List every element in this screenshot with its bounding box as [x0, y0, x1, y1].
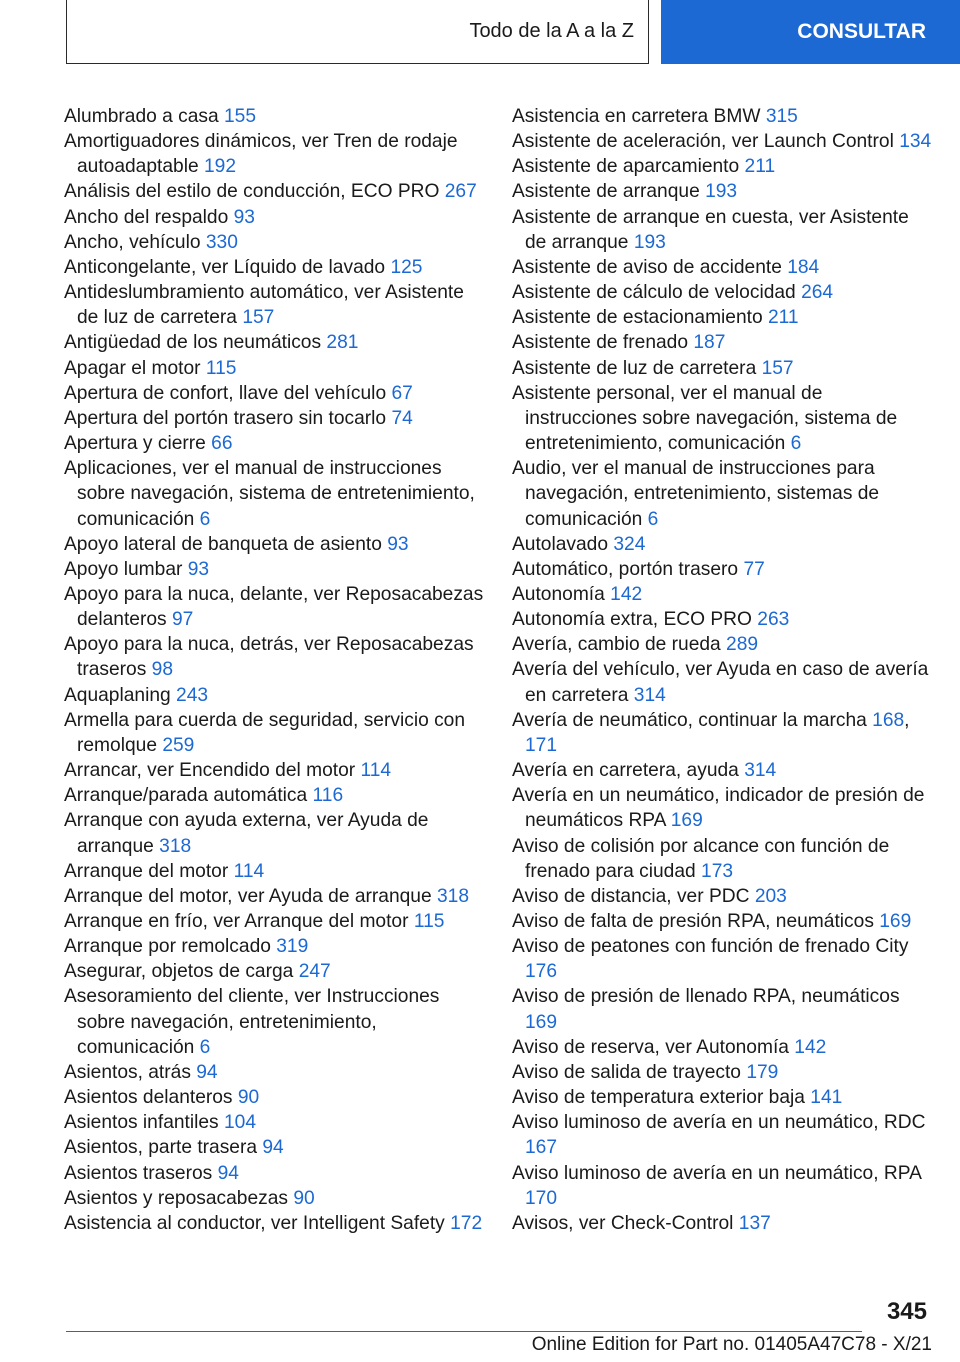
index-entry-text: Anticongelante, ver Líquido de lavado: [64, 256, 386, 278]
page-link[interactable]: 314: [744, 760, 777, 782]
index-entry-text: Aviso de peatones con función de frenado City: [512, 936, 909, 958]
index-entry: [64, 1135, 484, 1160]
index-entry-text: Apoyo para la nuca, delante, ver Reposacabezas delanteros: [64, 583, 484, 631]
page-link[interactable]: 167: [525, 1137, 558, 1159]
footer-edition: Online Edition for Part no. 01405A47C78 - X/21: [531, 1334, 932, 1355]
page-link[interactable]: 263: [757, 609, 790, 631]
index-entry-text: Apertura de confort, llave del vehículo: [64, 382, 387, 404]
page-link[interactable]: 179: [746, 1061, 779, 1083]
page-link[interactable]: 116: [312, 785, 344, 807]
page-link[interactable]: 176: [525, 961, 558, 983]
index-entry: [64, 783, 484, 808]
index-entry: [512, 1110, 932, 1160]
page-link[interactable]: 66: [211, 433, 233, 455]
page-link[interactable]: 141: [810, 1087, 843, 1109]
index-entry: [512, 1085, 932, 1110]
page-link[interactable]: 267: [444, 181, 477, 203]
page-link[interactable]: 6: [199, 508, 211, 530]
index-entry: [512, 1060, 932, 1085]
index-entry-text: Arrancar, ver Encendido del motor: [64, 760, 356, 782]
page-link[interactable]: 324: [613, 533, 646, 555]
index-entry: [64, 1211, 484, 1236]
page-link[interactable]: 330: [205, 231, 238, 253]
page-link[interactable]: 157: [761, 357, 794, 379]
index-entry: [512, 607, 932, 632]
index-entry-text: Antigüedad de los neumáticos: [64, 332, 322, 354]
index-column-left: [64, 104, 484, 1236]
page-link[interactable]: 259: [162, 734, 195, 756]
index-entry: [64, 406, 484, 431]
index-entry: [512, 1161, 932, 1211]
page-link[interactable]: 184: [787, 256, 820, 278]
page-link[interactable]: 6: [790, 433, 802, 455]
page-link[interactable]: 172: [450, 1212, 483, 1234]
index-entry-text: Asientos infantiles: [64, 1112, 219, 1134]
index-entry-text: Asistencia en carretera BMW: [512, 106, 761, 127]
page-link[interactable]: 192: [203, 156, 236, 178]
index-entry-text: Asistente de estacionamiento: [512, 307, 763, 329]
index-entry-text: Apoyo lateral de banqueta de asiento: [64, 533, 382, 555]
index-entry: [64, 582, 484, 632]
page-link[interactable]: 93: [387, 533, 409, 555]
page-link[interactable]: 314: [633, 684, 666, 706]
index-entry: [64, 909, 484, 934]
page-link[interactable]: 77: [743, 558, 765, 580]
index-entry: [64, 255, 484, 280]
index-entry-text: Asistente de luz de carretera: [512, 357, 757, 379]
index-entry-text: Avería en carretera, ayuda: [512, 760, 739, 782]
index-entry: [64, 934, 484, 959]
index-entry-text: Antideslumbramiento automático, ver Asistente de luz de carretera: [64, 282, 464, 329]
index-entry: [512, 632, 932, 657]
footer-divider: [66, 1331, 862, 1332]
page-link[interactable]: 168: [872, 709, 905, 731]
page-link[interactable]: 94: [196, 1061, 218, 1083]
page-link[interactable]: 93: [233, 206, 255, 228]
index-entry: [64, 1161, 484, 1186]
index-entry: [64, 381, 484, 406]
index-entry-text: Asistente de arranque en cuesta, ver Asistente de arranque: [512, 206, 909, 253]
page-link[interactable]: 125: [390, 256, 423, 278]
page-link[interactable]: 289: [726, 634, 759, 656]
index-entry: [64, 280, 484, 330]
index-entry: [64, 808, 484, 858]
index-entry: [64, 884, 484, 909]
index-entry: [512, 330, 932, 355]
page-link[interactable]: 193: [633, 231, 666, 253]
index-entry-text: Autonomía extra, ECO PRO: [512, 609, 752, 631]
page-link[interactable]: 203: [754, 885, 787, 907]
index-entry: [512, 255, 932, 280]
index-entry-text: Aplicaciones, ver el manual de instrucciones sobre navegación, sistema de entretenimiento, comunicación: [64, 458, 475, 530]
page-link[interactable]: 173: [701, 860, 734, 882]
index-entry: [512, 1211, 932, 1236]
page-link[interactable]: 6: [647, 508, 659, 530]
index-entry: [64, 104, 484, 129]
index-entry: [64, 129, 484, 179]
index-entry-text: Avería de neumático, continuar la marcha: [512, 709, 867, 731]
index-entry-text: Avería del vehículo, ver Ayuda en caso de avería en carretera: [512, 659, 929, 706]
index-entry: [512, 179, 932, 204]
index-entry: [64, 230, 484, 255]
index-entry: [512, 532, 932, 557]
page-link[interactable]: 134: [899, 131, 932, 153]
index-entry: [64, 179, 484, 204]
index-entry: [512, 758, 932, 783]
index-entry-text: Ancho del respaldo: [64, 206, 229, 228]
index-entry: [64, 330, 484, 355]
index-entry-text: Autolavado: [512, 533, 609, 555]
index-entry-text: Apoyo para la nuca, detrás, ver Reposacabezas traseros: [64, 634, 474, 681]
page-link[interactable]: 315: [765, 106, 798, 127]
index-entry: [512, 356, 932, 381]
index-entry: [512, 934, 932, 984]
index-entry: [512, 280, 932, 305]
index-entry-text: Ancho, vehículo: [64, 231, 201, 253]
index-entry: [64, 456, 484, 531]
page-link[interactable]: 6: [199, 1036, 211, 1058]
page-link[interactable]: 281: [326, 332, 359, 354]
index-entry-text: Aviso de temperatura exterior baja: [512, 1087, 805, 1109]
index-entry-text: Apoyo lumbar: [64, 558, 183, 580]
index-entry-text: Asistente de frenado: [512, 332, 689, 354]
index-entry: [64, 205, 484, 230]
index-entry-text: Armella para cuerda de seguridad, servicio con remolque: [64, 709, 466, 756]
index-entry-text: Avería en un neumático, indicador de presión de neumáticos RPA: [512, 785, 925, 832]
index-entry-text: Asegurar, objetos de carga: [64, 961, 294, 983]
index-entry: [64, 532, 484, 557]
index-entry-text: Asientos traseros: [64, 1162, 213, 1184]
page-link[interactable]: 243: [176, 684, 209, 706]
page-link[interactable]: 264: [801, 282, 834, 304]
index-entry: [512, 456, 932, 531]
page-link[interactable]: 74: [391, 407, 413, 429]
index-entry: [64, 1186, 484, 1211]
page-link[interactable]: 155: [224, 106, 257, 127]
index-entry-text: Asistente personal, ver el manual de instrucciones sobre navegación, sistema de entretenimiento, comunicación: [512, 382, 898, 455]
index-entry: [512, 909, 932, 934]
page-link[interactable]: 318: [437, 885, 470, 907]
page-link[interactable]: 157: [242, 307, 275, 329]
page-link[interactable]: 97: [171, 609, 194, 631]
index-entry-text: Asistente de aviso de accidente: [512, 256, 782, 278]
page-link[interactable]: 142: [794, 1036, 827, 1058]
index-entry-text: Asientos y reposacabezas: [64, 1187, 288, 1209]
index-entry-text: Asistente de cálculo de velocidad: [512, 282, 796, 304]
index-entry: [64, 356, 484, 381]
index-entry: [64, 959, 484, 984]
page-link[interactable]: 115: [413, 911, 445, 932]
index-entry: [512, 154, 932, 179]
index-entry-text: Avería, cambio de rueda: [512, 634, 721, 656]
index-entry: [64, 984, 484, 1059]
index-entry-text: Aviso de colisión por alcance con función de frenado para ciudad: [512, 835, 890, 882]
page-link[interactable]: 211: [744, 156, 776, 178]
index-entry: [64, 859, 484, 884]
index-entry: [512, 783, 932, 833]
page-link[interactable]: 67: [391, 382, 413, 404]
page-link[interactable]: 319: [276, 936, 309, 958]
index-entry: [512, 205, 932, 255]
index-entry-text: Aviso de falta de presión RPA, neumáticos: [512, 911, 874, 932]
index-entry: [64, 632, 484, 682]
index-entry: [512, 884, 932, 909]
index-column-right: [512, 104, 932, 1236]
index-entry: [64, 758, 484, 783]
index-entry: [64, 1085, 484, 1110]
page-link[interactable]: 90: [237, 1087, 260, 1109]
index-entry: [512, 305, 932, 330]
index-entry-text: Arranque con ayuda externa, ver Ayuda de arranque: [64, 810, 429, 857]
index-entry-text: Automático, portón trasero: [512, 558, 739, 580]
index-entry: [64, 557, 484, 582]
index-entry-text: Asistente de aparcamiento: [512, 156, 740, 178]
index-entry-text: Autonomía: [512, 583, 605, 605]
index-entry: [512, 129, 932, 154]
index-entry-text: Aviso luminoso de avería en un neumático, RPA: [512, 1162, 921, 1184]
index-entry-text: Aviso de reserva, ver Autonomía: [512, 1036, 789, 1058]
page-link[interactable]: 169: [670, 810, 703, 832]
index-entry-text: Arranque/parada automática: [64, 785, 308, 807]
index-entry-text: Arranque en frío, ver Arranque del motor: [64, 911, 409, 932]
index-entry-text: Asesoramiento del cliente, ver Instrucciones sobre navegación, entretenimiento, comunicación: [64, 986, 440, 1058]
page-link[interactable]: 98: [151, 659, 173, 681]
index-entry: [512, 381, 932, 456]
page-link[interactable]: 115: [205, 357, 237, 379]
page-link[interactable]: 170: [525, 1187, 558, 1209]
index-entry: [512, 984, 932, 1034]
index-entry-text: Arranque del motor, ver Ayuda de arranque: [64, 885, 432, 907]
index-entry: [512, 1035, 932, 1060]
index-entry-text: Apertura y cierre: [64, 433, 206, 455]
index-entry-text: Aviso luminoso de avería en un neumático, RDC: [512, 1112, 926, 1134]
page-link[interactable]: 193: [705, 181, 738, 203]
index-entry-text: Aquaplaning: [64, 684, 171, 706]
index-entry-text: Aviso de presión de llenado RPA, neumáticos: [512, 986, 900, 1008]
tab-label: Todo de la A a la Z: [469, 20, 634, 42]
index-entry-text: Apertura del portón trasero sin tocarlo: [64, 407, 387, 429]
index-entry: [512, 582, 932, 607]
index-entry-text: Asistencia al conductor, ver Intelligent Safety: [64, 1212, 445, 1234]
index-entry-text: Avisos, ver Check-Control: [512, 1212, 734, 1234]
page-link[interactable]: 94: [217, 1162, 239, 1184]
index-entry-text: Arranque del motor: [64, 860, 229, 882]
page-link[interactable]: 114: [233, 860, 265, 882]
tab-consultar[interactable]: [661, 0, 960, 64]
page-link[interactable]: 169: [525, 1011, 558, 1033]
page-link[interactable]: 104: [224, 1112, 257, 1134]
page-link[interactable]: 137: [738, 1212, 771, 1234]
index-entry-text: Aviso de salida de trayecto: [512, 1061, 741, 1083]
tab-label-active: CONSULTAR: [797, 20, 926, 43]
page-link[interactable]: 94: [262, 1137, 284, 1159]
index-entry: [512, 557, 932, 582]
page-link[interactable]: 142: [610, 583, 643, 605]
index-entry-text: Aviso de distancia, ver PDC: [512, 885, 750, 907]
page-link[interactable]: 211: [768, 307, 799, 329]
index-entry: Avería de neumático, continuar la marcha 168, 171: [512, 709, 910, 756]
page-link[interactable]: 114: [360, 760, 392, 782]
index-entry: [512, 834, 932, 884]
tab-todo-de-la-a-a-la-z[interactable]: [66, 0, 649, 64]
page-link[interactable]: 171: [525, 734, 558, 756]
page-link[interactable]: 247: [298, 961, 331, 983]
index-entry-text: Asientos, parte trasera: [64, 1137, 258, 1159]
page-link[interactable]: 90: [293, 1187, 315, 1209]
index-entry: [64, 1060, 484, 1085]
index-entry: [64, 683, 484, 708]
index-entry: [64, 1110, 484, 1135]
page-link[interactable]: 187: [693, 332, 726, 354]
page-link[interactable]: 169: [879, 911, 912, 932]
index-entry: [64, 431, 484, 456]
index-entry-text: Audio, ver el manual de instrucciones para navegación, entretenimiento, sistemas de comunicación: [512, 458, 880, 530]
index-entry-text: Análisis del estilo de conducción, ECO PRO: [64, 181, 440, 203]
index-entry-text: Alumbrado a casa: [64, 106, 219, 127]
index-entry: [512, 104, 932, 129]
index-entry-text: Asientos, atrás: [64, 1061, 191, 1083]
index-entry-text: Asistente de arranque: [512, 181, 700, 203]
index-entry-text: Arranque por remolcado: [64, 936, 271, 958]
index-entry-text: Asistente de aceleración, ver Launch Control: [512, 131, 894, 153]
index-entry-text: Amortiguadores dinámicos, ver Tren de rodaje autoadaptable: [64, 131, 458, 178]
page-link[interactable]: 93: [187, 558, 210, 580]
page-link[interactable]: 318: [159, 835, 192, 857]
index-entry-text: Apagar el motor: [64, 357, 201, 379]
index-entry: [64, 708, 484, 758]
index-entry: [512, 657, 932, 707]
page-number: 345: [886, 1298, 927, 1325]
index-entry-text: Asientos delanteros: [64, 1087, 233, 1109]
